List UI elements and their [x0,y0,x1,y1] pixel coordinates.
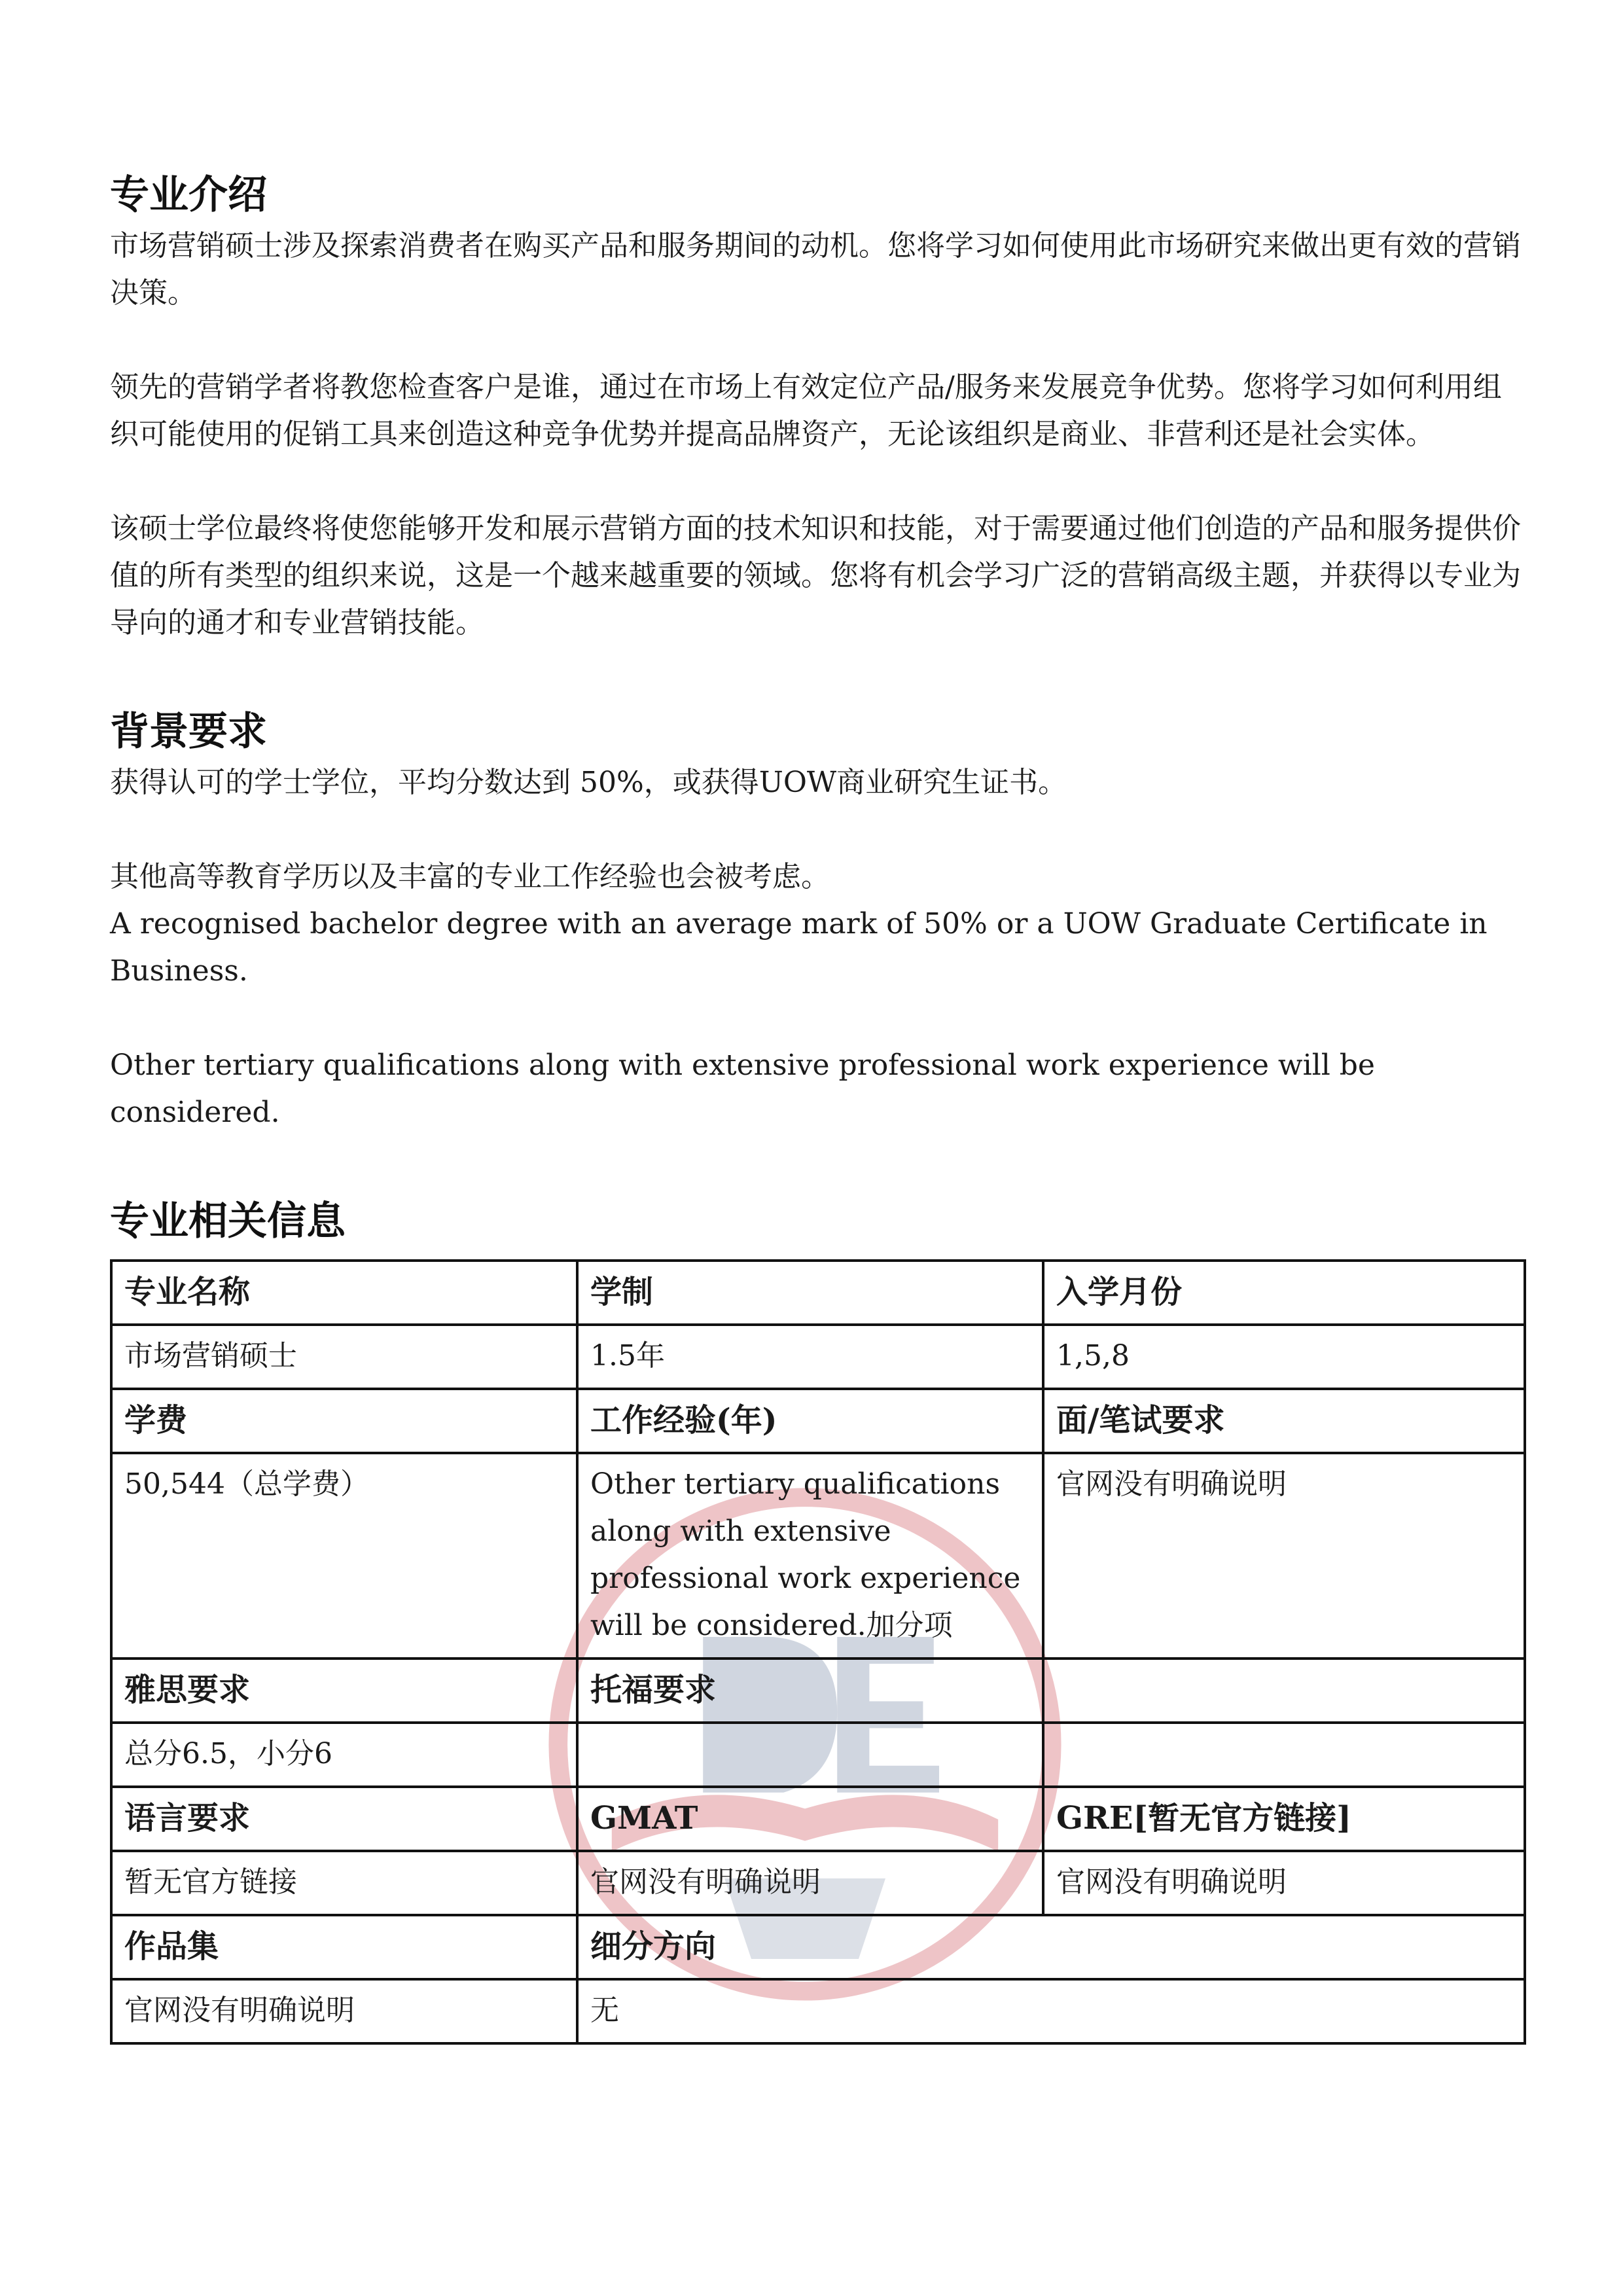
table-header-cell: 学费 [111,1389,577,1453]
table-header-cell: 雅思要求 [111,1659,577,1723]
table-cell: 市场营销硕士 [111,1325,577,1389]
background-paragraph-3: A recognised bachelor degree with an average mark of 50% or a UOW Graduate Certificate in Business. [110,907,1488,988]
section-title-info: 专业相关信息 [110,1198,346,1244]
table-header-cell: 作品集 [111,1915,577,1979]
table-cell: Other tertiary qualifications along with extensive professional work experience will be considered.加分项 [577,1453,1043,1659]
background-paragraph-1: 获得认可的学士学位，平均分数达到 50%，或获得UOW商业研究生证书。 [110,766,1067,799]
table-cell: 官网没有明确说明 [111,1979,577,2043]
table-header-cell: 面/笔试要求 [1043,1389,1525,1453]
table-header-cell: 托福要求 [577,1659,1043,1723]
table-header-cell: 细分方向 [577,1915,1525,1979]
table-header-row [111,1787,1525,1851]
table-row [111,1851,1525,1915]
table-cell [577,1723,1043,1787]
table-header-row [111,1389,1525,1453]
table-cell: 无 [577,1979,1525,2043]
table-cell: 官网没有明确说明 [1043,1851,1525,1915]
table-cell [1043,1723,1525,1787]
intro-paragraph-2: 领先的营销学者将教您检查客户是谁，通过在市场上有效定位产品/服务来发展竞争优势。您将学习如何利用组织可能使用的促销工具来创造这种竞争优势并提高品牌资产，无论该组织是商业、非营利还是社会实体。 [110,370,1502,451]
table-cell: 官网没有明确说明 [577,1851,1043,1915]
table-cell: 总分6.5，小分6 [111,1723,577,1787]
table-cell: 1,5,8 [1043,1325,1525,1389]
table-header-cell: GMAT [577,1787,1043,1851]
section-title-intro: 专业介绍 [110,172,267,218]
table-cell: 官网没有明确说明 [1043,1453,1525,1659]
intro-paragraph-1: 市场营销硕士涉及探索消费者在购买产品和服务期间的动机。您将学习如何使用此市场研究来做出更有效的营销决策。 [110,229,1521,310]
table-header-cell [1043,1659,1525,1723]
table-cell: 1.5年 [577,1325,1043,1389]
section-title-background: 背景要求 [110,709,267,755]
table-header-cell: 语言要求 [111,1787,577,1851]
table-row [111,1325,1525,1389]
table-header-cell: 专业名称 [111,1261,577,1325]
background-paragraph-4: Other tertiary qualifications along with extensive professional work experience will be considered. [110,1049,1375,1129]
table-row [111,1723,1525,1787]
table-row [111,1979,1525,2043]
table-header-row [111,1261,1525,1325]
table-header-cell: 入学月份 [1043,1261,1525,1325]
intro-paragraph-3: 该硕士学位最终将使您能够开发和展示营销方面的技术知识和技能，对于需要通过他们创造的产品和服务提供价值的所有类型的组织来说，这是一个越来越重要的领域。您将有机会学习广泛的营销高级主题，并获得以专业为导向的通才和专业营销技能。 [110,512,1521,639]
background-paragraph-2: 其他高等教育学历以及丰富的专业工作经验也会被考虑。 [110,860,830,893]
table-header-cell: 工作经验(年) [577,1389,1043,1453]
table-cell: 暂无官方链接 [111,1851,577,1915]
table-header-cell: 学制 [577,1261,1043,1325]
program-info-table [110,1259,1526,2045]
table-header-row [111,1659,1525,1723]
table-cell: 50,544（总学费） [111,1453,577,1659]
document-page [110,169,1524,2045]
table-header-cell: GRE[暂无官方链接] [1043,1787,1525,1851]
table-row [111,1453,1525,1659]
table-header-row [111,1915,1525,1979]
